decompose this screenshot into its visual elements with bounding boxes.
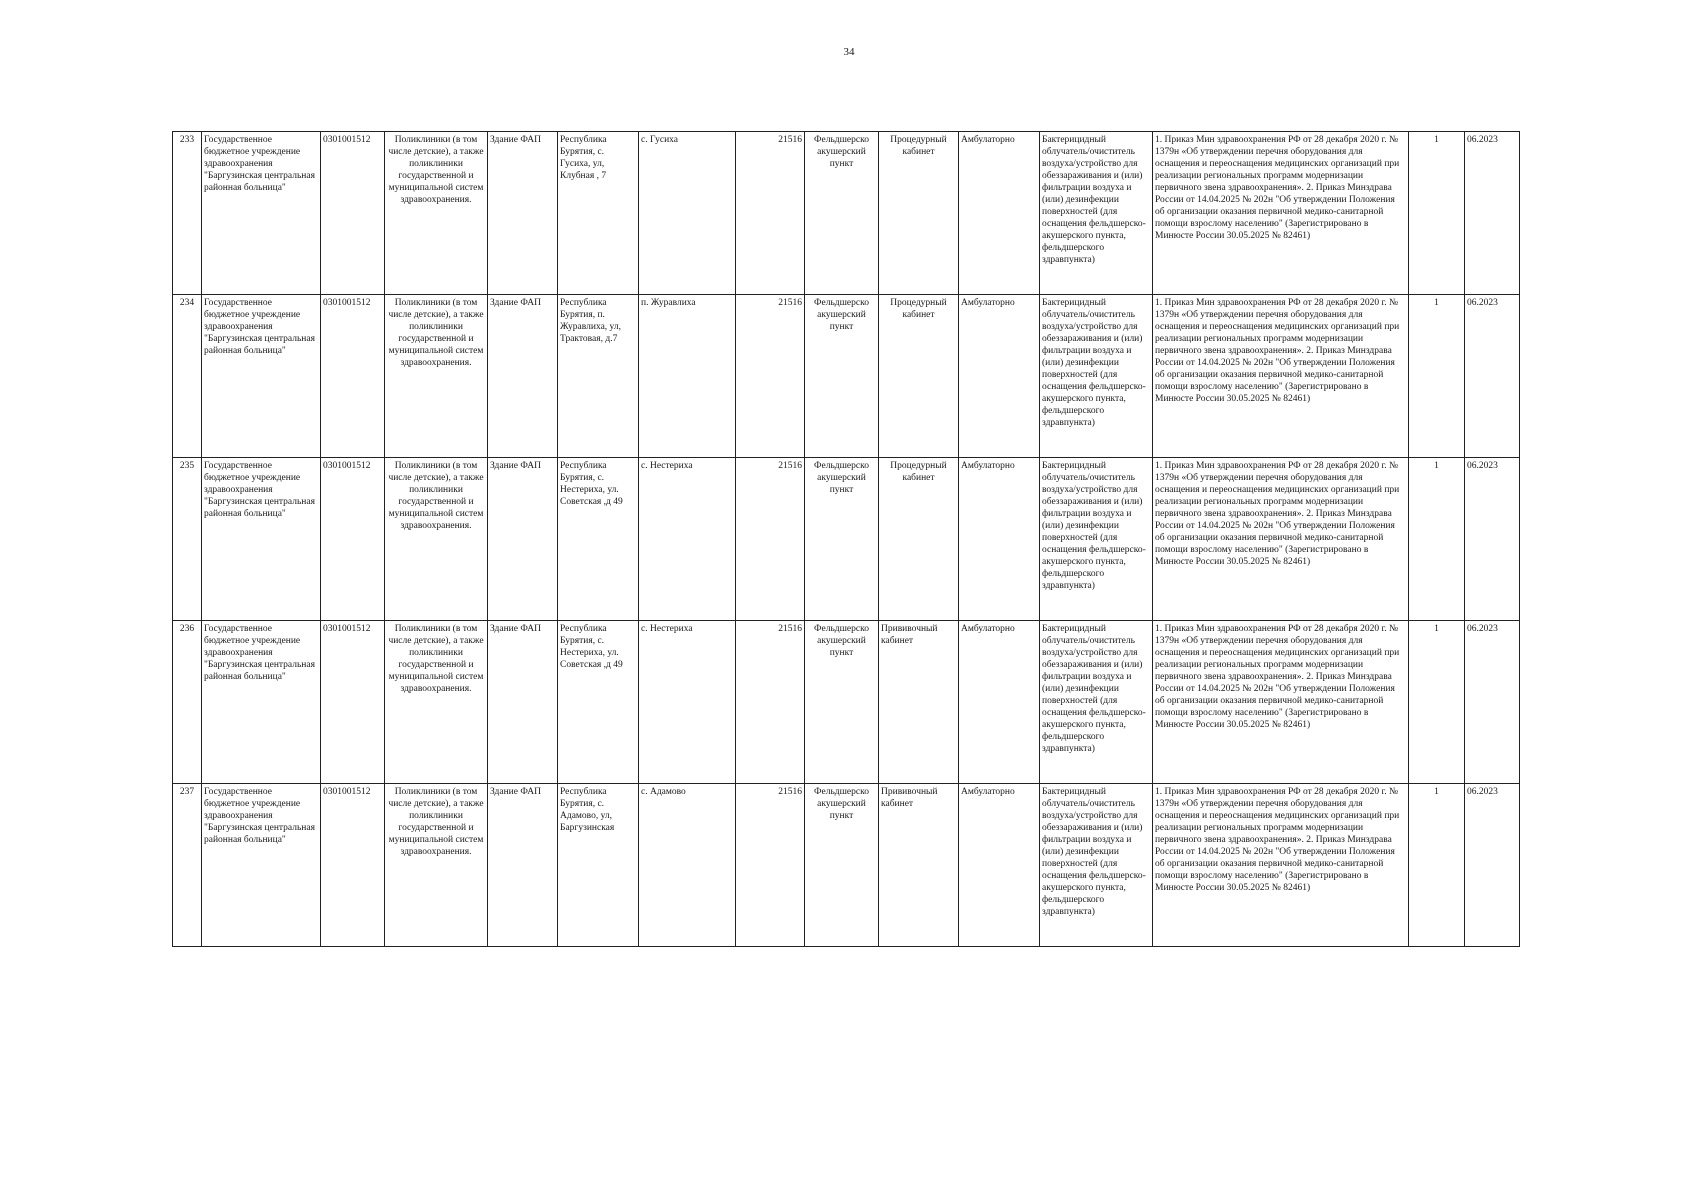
facility-address-cell: Республика Бурятия, п. Журавлиха, ул, Трактовая, д.7 xyxy=(558,295,639,458)
quantity-cell: 1 xyxy=(1409,132,1465,295)
legal-basis-cell: 1. Приказ Мин здравоохранения РФ от 28 декабря 2020 г. № 1379н «Об утверждении перечня оборудования для оснащения и переоснащения медицинских организаций при реализации региональных программ модернизации первичного звена здравоохранения». 2. Приказ Минздрава России от 14.04.2025 № 202н "Об утверждении Положения об организации оказания первичной медико-санитарной помощи взрослому населению" (Зарегистрировано в Минюсте России 30.05.2025 № 82461) xyxy=(1153,295,1409,458)
settlement-name-cell: с. Нестериха xyxy=(639,621,736,784)
unit-type-cell: Фельдшерско акушерский пункт xyxy=(805,621,879,784)
equipment-name-cell: Бактерицидный облучатель/очиститель воздуха/устройство для обеззараживания и (или) фильтрации воздуха и (или) дезинфекции поверхностей (для оснащения фельдшерско-акушерского пункта, фельдшерского здравпункта) xyxy=(1040,784,1153,947)
unit-type-cell: Фельдшерско акушерский пункт xyxy=(805,458,879,621)
quantity-cell: 1 xyxy=(1409,784,1465,947)
location-code-cell: 21516 xyxy=(736,621,805,784)
quantity-cell: 1 xyxy=(1409,621,1465,784)
table-row xyxy=(173,132,1520,295)
care-mode-cell: Амбулаторно xyxy=(959,458,1040,621)
building-type-cell: Здание ФАП xyxy=(488,295,558,458)
table-row xyxy=(173,458,1520,621)
location-code-cell: 21516 xyxy=(736,458,805,621)
unit-type-cell: Фельдшерско акушерский пункт xyxy=(805,132,879,295)
facility-address-cell: Республика Бурятия, с. Нестериха, ул. Советская ,д 49 xyxy=(558,458,639,621)
organization-code-cell: 0301001512 xyxy=(321,621,385,784)
equipment-name-cell: Бактерицидный облучатель/очиститель воздуха/устройство для обеззараживания и (или) фильтрации воздуха и (или) дезинфекции поверхностей (для оснащения фельдшерско-акушерского пункта, фельдшерского здравпункта) xyxy=(1040,132,1153,295)
equipment-registry-table xyxy=(172,131,1520,947)
organization-code-cell: 0301001512 xyxy=(321,132,385,295)
location-code-cell: 21516 xyxy=(736,295,805,458)
organization-name-cell: Государственное бюджетное учреждение здравоохранения "Баргузинская центральная районная больница" xyxy=(202,295,321,458)
organization-name-cell: Государственное бюджетное учреждение здравоохранения "Баргузинская центральная районная больница" xyxy=(202,621,321,784)
building-type-cell: Здание ФАП xyxy=(488,458,558,621)
organization-name-cell: Государственное бюджетное учреждение здравоохранения "Баргузинская центральная районная больница" xyxy=(202,132,321,295)
row-number-cell: 237 xyxy=(173,784,202,947)
row-number-cell: 236 xyxy=(173,621,202,784)
organization-name-cell: Государственное бюджетное учреждение здравоохранения "Баргузинская центральная районная больница" xyxy=(202,784,321,947)
legal-basis-cell: 1. Приказ Мин здравоохранения РФ от 28 декабря 2020 г. № 1379н «Об утверждении перечня оборудования для оснащения и переоснащения медицинских организаций при реализации региональных программ модернизации первичного звена здравоохранения». 2. Приказ Минздрава России от 14.04.2025 № 202н "Об утверждении Положения об организации оказания первичной медико-санитарной помощи взрослому населению" (Зарегистрировано в Минюсте России 30.05.2025 № 82461) xyxy=(1153,784,1409,947)
quantity-cell: 1 xyxy=(1409,295,1465,458)
unit-type-cell: Фельдшерско акушерский пункт xyxy=(805,295,879,458)
date-value-cell: 06.2023 xyxy=(1465,458,1520,621)
location-code-cell: 21516 xyxy=(736,132,805,295)
organization-code-cell: 0301001512 xyxy=(321,458,385,621)
facility-type-cell: Поликлиники (в том числе детские), а также поликлиники государственной и муниципальной систем здравоохранения. xyxy=(385,295,488,458)
cabinet-name-cell: Процедурный кабинет xyxy=(879,132,959,295)
row-number-cell: 234 xyxy=(173,295,202,458)
settlement-name-cell: п. Журавлиха xyxy=(639,295,736,458)
date-value-cell: 06.2023 xyxy=(1465,784,1520,947)
facility-type-cell: Поликлиники (в том числе детские), а также поликлиники государственной и муниципальной систем здравоохранения. xyxy=(385,458,488,621)
row-number-cell: 233 xyxy=(173,132,202,295)
settlement-name-cell: с. Гусиха xyxy=(639,132,736,295)
row-number-cell: 235 xyxy=(173,458,202,621)
equipment-name-cell: Бактерицидный облучатель/очиститель воздуха/устройство для обеззараживания и (или) фильтрации воздуха и (или) дезинфекции поверхностей (для оснащения фельдшерско-акушерского пункта, фельдшерского здравпункта) xyxy=(1040,295,1153,458)
quantity-cell: 1 xyxy=(1409,458,1465,621)
care-mode-cell: Амбулаторно xyxy=(959,784,1040,947)
cabinet-name-cell: Прививочный кабинет xyxy=(879,784,959,947)
facility-address-cell: Республика Бурятия, с. Гусиха, ул, Клубная , 7 xyxy=(558,132,639,295)
cabinet-name-cell: Процедурный кабинет xyxy=(879,458,959,621)
date-value-cell: 06.2023 xyxy=(1465,295,1520,458)
facility-address-cell: Республика Бурятия, с. Адамово, ул, Баргузинская xyxy=(558,784,639,947)
table-body xyxy=(173,132,1520,947)
legal-basis-cell: 1. Приказ Мин здравоохранения РФ от 28 декабря 2020 г. № 1379н «Об утверждении перечня оборудования для оснащения и переоснащения медицинских организаций при реализации региональных программ модернизации первичного звена здравоохранения». 2. Приказ Минздрава России от 14.04.2025 № 202н "Об утверждении Положения об организации оказания первичной медико-санитарной помощи взрослому населению" (Зарегистрировано в Минюсте России 30.05.2025 № 82461) xyxy=(1153,458,1409,621)
legal-basis-cell: 1. Приказ Мин здравоохранения РФ от 28 декабря 2020 г. № 1379н «Об утверждении перечня оборудования для оснащения и переоснащения медицинских организаций при реализации региональных программ модернизации первичного звена здравоохранения». 2. Приказ Минздрава России от 14.04.2025 № 202н "Об утверждении Положения об организации оказания первичной медико-санитарной помощи взрослому населению" (Зарегистрировано в Минюсте России 30.05.2025 № 82461) xyxy=(1153,132,1409,295)
organization-name-cell: Государственное бюджетное учреждение здравоохранения "Баргузинская центральная районная больница" xyxy=(202,458,321,621)
care-mode-cell: Амбулаторно xyxy=(959,295,1040,458)
unit-type-cell: Фельдшерско акушерский пункт xyxy=(805,784,879,947)
facility-type-cell: Поликлиники (в том числе детские), а также поликлиники государственной и муниципальной систем здравоохранения. xyxy=(385,132,488,295)
date-value-cell: 06.2023 xyxy=(1465,132,1520,295)
legal-basis-cell: 1. Приказ Мин здравоохранения РФ от 28 декабря 2020 г. № 1379н «Об утверждении перечня оборудования для оснащения и переоснащения медицинских организаций при реализации региональных программ модернизации первичного звена здравоохранения». 2. Приказ Минздрава России от 14.04.2025 № 202н "Об утверждении Положения об организации оказания первичной медико-санитарной помощи взрослому населению" (Зарегистрировано в Минюсте России 30.05.2025 № 82461) xyxy=(1153,621,1409,784)
equipment-name-cell: Бактерицидный облучатель/очиститель воздуха/устройство для обеззараживания и (или) фильтрации воздуха и (или) дезинфекции поверхностей (для оснащения фельдшерско-акушерского пункта, фельдшерского здравпункта) xyxy=(1040,458,1153,621)
settlement-name-cell: с. Нестериха xyxy=(639,458,736,621)
facility-type-cell: Поликлиники (в том числе детские), а также поликлиники государственной и муниципальной систем здравоохранения. xyxy=(385,621,488,784)
equipment-name-cell: Бактерицидный облучатель/очиститель воздуха/устройство для обеззараживания и (или) фильтрации воздуха и (или) дезинфекции поверхностей (для оснащения фельдшерско-акушерского пункта, фельдшерского здравпункта) xyxy=(1040,621,1153,784)
organization-code-cell: 0301001512 xyxy=(321,784,385,947)
settlement-name-cell: с. Адамово xyxy=(639,784,736,947)
cabinet-name-cell: Процедурный кабинет xyxy=(879,295,959,458)
care-mode-cell: Амбулаторно xyxy=(959,621,1040,784)
cabinet-name-cell: Прививочный кабинет xyxy=(879,621,959,784)
page-number: 34 xyxy=(843,46,855,58)
table-row xyxy=(173,295,1520,458)
table-row xyxy=(173,784,1520,947)
facility-address-cell: Республика Бурятия, с. Нестериха, ул. Советская ,д 49 xyxy=(558,621,639,784)
table-row xyxy=(173,621,1520,784)
building-type-cell: Здание ФАП xyxy=(488,621,558,784)
building-type-cell: Здание ФАП xyxy=(488,132,558,295)
organization-code-cell: 0301001512 xyxy=(321,295,385,458)
care-mode-cell: Амбулаторно xyxy=(959,132,1040,295)
date-value-cell: 06.2023 xyxy=(1465,621,1520,784)
building-type-cell: Здание ФАП xyxy=(488,784,558,947)
facility-type-cell: Поликлиники (в том числе детские), а также поликлиники государственной и муниципальной систем здравоохранения. xyxy=(385,784,488,947)
location-code-cell: 21516 xyxy=(736,784,805,947)
